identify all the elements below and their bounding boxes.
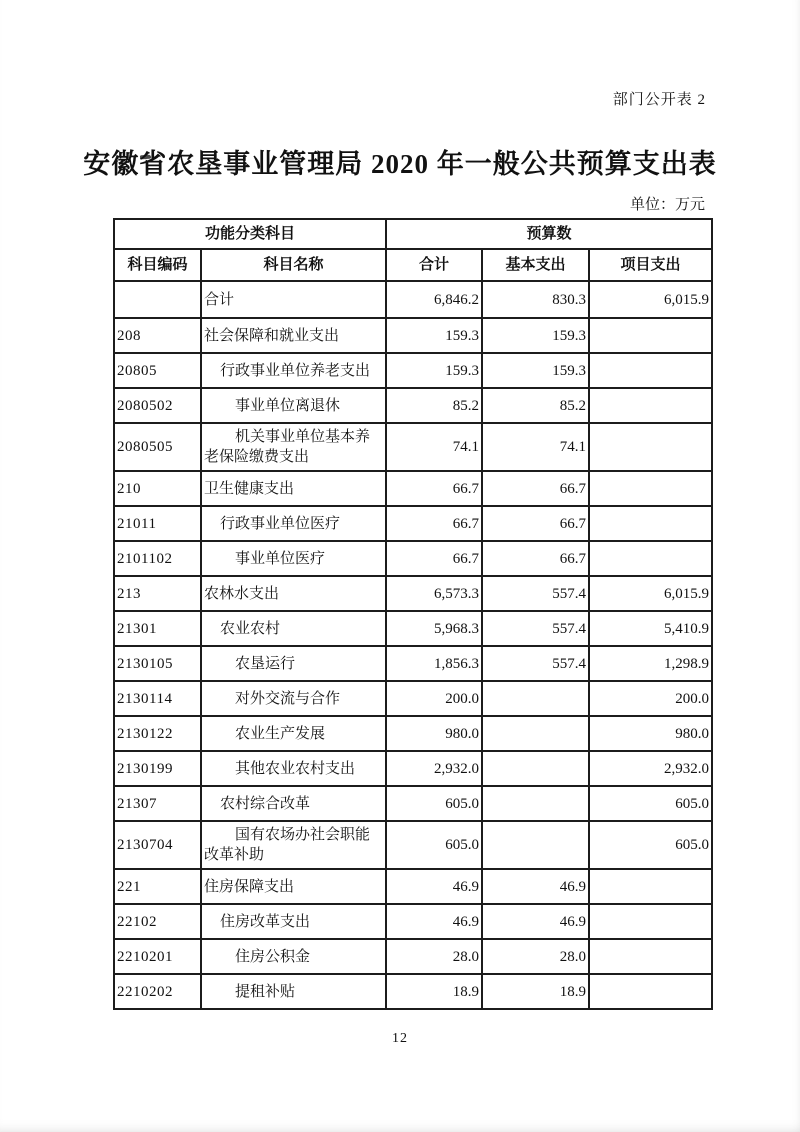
table-row <box>114 681 712 716</box>
cell-total: 159.3 <box>386 353 482 388</box>
cell-basic-expenditure: 159.3 <box>482 318 589 353</box>
table-row <box>114 471 712 506</box>
cell-subject-code: 2080505 <box>114 423 201 471</box>
cell-total: 605.0 <box>386 821 482 869</box>
cell-subject-code: 2210201 <box>114 939 201 974</box>
cell-total: 6,846.2 <box>386 281 482 318</box>
table-row <box>114 506 712 541</box>
cell-project-expenditure: 1,298.9 <box>589 646 712 681</box>
header-functional-category: 功能分类科目 <box>114 219 386 249</box>
cell-subject-code: 21011 <box>114 506 201 541</box>
cell-project-expenditure: 200.0 <box>589 681 712 716</box>
cell-basic-expenditure: 66.7 <box>482 471 589 506</box>
table-row <box>114 821 712 869</box>
cell-subject-name: 行政事业单位养老支出 <box>201 353 386 388</box>
unit-label: 单位：万元 <box>629 197 705 213</box>
table-row <box>114 974 712 1009</box>
cell-project-expenditure: 5,410.9 <box>589 611 712 646</box>
cell-project-expenditure <box>589 904 712 939</box>
table-row <box>114 939 712 974</box>
cell-subject-code: 213 <box>114 576 201 611</box>
cell-subject-code: 2130199 <box>114 751 201 786</box>
cell-basic-expenditure: 66.7 <box>482 541 589 576</box>
cell-subject-code: 20805 <box>114 353 201 388</box>
col-header-basic-expenditure: 基本支出 <box>482 249 589 281</box>
cell-subject-name: 事业单位医疗 <box>201 541 386 576</box>
cell-subject-code <box>114 281 201 318</box>
cell-subject-name: 住房改革支出 <box>201 904 386 939</box>
cell-total: 66.7 <box>386 506 482 541</box>
cell-subject-name: 国有农场办社会职能改革补助 <box>201 821 386 869</box>
table-row <box>114 751 712 786</box>
cell-basic-expenditure: 74.1 <box>482 423 589 471</box>
cell-subject-name: 机关事业单位基本养老保险缴费支出 <box>201 423 386 471</box>
corner-label: 部门公开表 2 <box>612 92 706 108</box>
table-row <box>114 646 712 681</box>
cell-subject-name: 卫生健康支出 <box>201 471 386 506</box>
cell-subject-name: 农业生产发展 <box>201 716 386 751</box>
cell-project-expenditure <box>589 318 712 353</box>
cell-subject-code: 221 <box>114 869 201 904</box>
cell-subject-name: 社会保障和就业支出 <box>201 318 386 353</box>
cell-total: 2,932.0 <box>386 751 482 786</box>
cell-subject-name: 农业农村 <box>201 611 386 646</box>
cell-subject-code: 210 <box>114 471 201 506</box>
cell-project-expenditure: 6,015.9 <box>589 576 712 611</box>
cell-subject-code: 2130105 <box>114 646 201 681</box>
cell-subject-code: 2101102 <box>114 541 201 576</box>
cell-basic-expenditure <box>482 681 589 716</box>
cell-basic-expenditure <box>482 716 589 751</box>
cell-basic-expenditure: 557.4 <box>482 646 589 681</box>
cell-total: 46.9 <box>386 869 482 904</box>
col-header-subject-code: 科目编码 <box>114 249 201 281</box>
table-row <box>114 281 712 318</box>
header-group-row <box>114 219 712 249</box>
cell-subject-name: 行政事业单位医疗 <box>201 506 386 541</box>
cell-project-expenditure: 2,932.0 <box>589 751 712 786</box>
cell-basic-expenditure: 66.7 <box>482 506 589 541</box>
table-row <box>114 423 712 471</box>
table-row <box>114 318 712 353</box>
cell-subject-code: 2080502 <box>114 388 201 423</box>
cell-project-expenditure <box>589 506 712 541</box>
table-row <box>114 576 712 611</box>
cell-total: 1,856.3 <box>386 646 482 681</box>
cell-subject-code: 22102 <box>114 904 201 939</box>
cell-total: 74.1 <box>386 423 482 471</box>
cell-basic-expenditure <box>482 751 589 786</box>
col-header-total: 合计 <box>386 249 482 281</box>
cell-subject-name: 对外交流与合作 <box>201 681 386 716</box>
page-title: 安徽省农垦事业管理局 2020 年一般公共预算支出表 <box>83 149 717 179</box>
cell-basic-expenditure: 28.0 <box>482 939 589 974</box>
cell-basic-expenditure: 830.3 <box>482 281 589 318</box>
table-row <box>114 716 712 751</box>
cell-subject-code: 2130122 <box>114 716 201 751</box>
col-header-project-expenditure: 项目支出 <box>589 249 712 281</box>
cell-subject-code: 2130114 <box>114 681 201 716</box>
cell-project-expenditure <box>589 471 712 506</box>
cell-basic-expenditure: 46.9 <box>482 904 589 939</box>
cell-subject-name: 住房保障支出 <box>201 869 386 904</box>
cell-total: 5,968.3 <box>386 611 482 646</box>
cell-subject-name: 其他农业农村支出 <box>201 751 386 786</box>
cell-project-expenditure <box>589 939 712 974</box>
table-row <box>114 388 712 423</box>
cell-total: 85.2 <box>386 388 482 423</box>
cell-subject-name: 农村综合改革 <box>201 786 386 821</box>
cell-basic-expenditure: 85.2 <box>482 388 589 423</box>
cell-total: 980.0 <box>386 716 482 751</box>
cell-total: 200.0 <box>386 681 482 716</box>
cell-basic-expenditure: 557.4 <box>482 611 589 646</box>
cell-subject-name: 住房公积金 <box>201 939 386 974</box>
header-column-row <box>114 249 712 281</box>
cell-basic-expenditure: 557.4 <box>482 576 589 611</box>
cell-total: 66.7 <box>386 541 482 576</box>
cell-project-expenditure: 980.0 <box>589 716 712 751</box>
cell-subject-code: 2210202 <box>114 974 201 1009</box>
table-row <box>114 786 712 821</box>
cell-basic-expenditure: 159.3 <box>482 353 589 388</box>
cell-total: 605.0 <box>386 786 482 821</box>
cell-project-expenditure <box>589 353 712 388</box>
cell-project-expenditure <box>589 869 712 904</box>
cell-basic-expenditure: 46.9 <box>482 869 589 904</box>
cell-subject-name: 农林水支出 <box>201 576 386 611</box>
table-row <box>114 611 712 646</box>
header-budget-figures: 预算数 <box>386 219 712 249</box>
cell-project-expenditure: 605.0 <box>589 821 712 869</box>
cell-basic-expenditure: 18.9 <box>482 974 589 1009</box>
col-header-subject-name: 科目名称 <box>201 249 386 281</box>
cell-total: 46.9 <box>386 904 482 939</box>
cell-subject-name: 合计 <box>201 281 386 318</box>
table-row <box>114 541 712 576</box>
cell-total: 18.9 <box>386 974 482 1009</box>
cell-project-expenditure <box>589 423 712 471</box>
cell-subject-name: 事业单位离退休 <box>201 388 386 423</box>
cell-total: 66.7 <box>386 471 482 506</box>
table-header <box>114 219 712 281</box>
cell-total: 6,573.3 <box>386 576 482 611</box>
table-row <box>114 353 712 388</box>
cell-basic-expenditure <box>482 821 589 869</box>
cell-subject-name: 提租补贴 <box>201 974 386 1009</box>
cell-subject-name: 农垦运行 <box>201 646 386 681</box>
cell-project-expenditure <box>589 974 712 1009</box>
cell-project-expenditure: 6,015.9 <box>589 281 712 318</box>
cell-project-expenditure <box>589 388 712 423</box>
cell-subject-code: 21301 <box>114 611 201 646</box>
cell-subject-code: 2130704 <box>114 821 201 869</box>
cell-total: 159.3 <box>386 318 482 353</box>
table-body <box>114 281 712 1009</box>
cell-subject-code: 21307 <box>114 786 201 821</box>
page-number: 12 <box>392 1031 408 1046</box>
cell-project-expenditure: 605.0 <box>589 786 712 821</box>
table-row <box>114 904 712 939</box>
cell-basic-expenditure <box>482 786 589 821</box>
budget-table <box>113 218 713 1010</box>
cell-total: 28.0 <box>386 939 482 974</box>
cell-subject-code: 208 <box>114 318 201 353</box>
table-row <box>114 869 712 904</box>
cell-project-expenditure <box>589 541 712 576</box>
